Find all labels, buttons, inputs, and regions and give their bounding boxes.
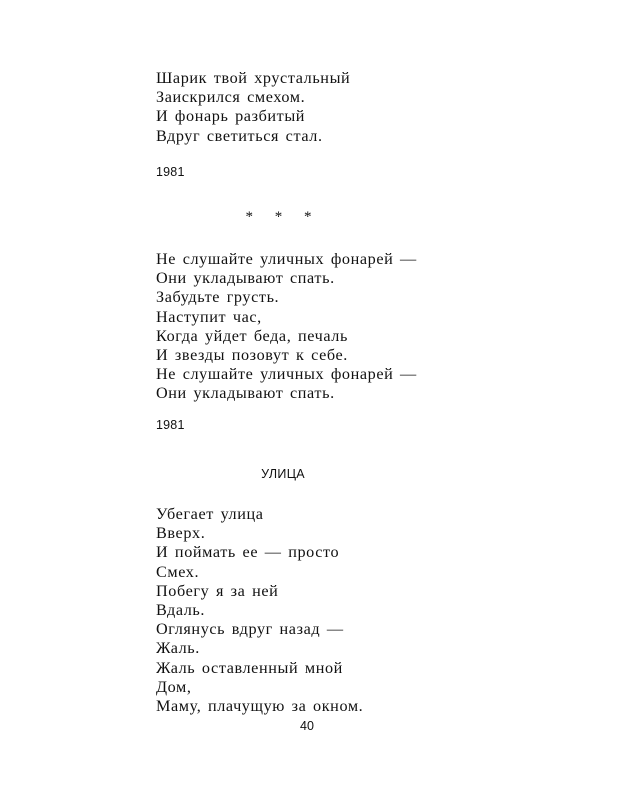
poem-line: Побегу я за ней [156,581,279,600]
poem-2-stanza [156,250,417,404]
poem-3-stanza [156,505,363,716]
poem-line: Маму, плачущую за окном. [156,697,364,716]
poem-line: Когда уйдет беда, печаль [156,326,348,345]
poem-line: Вдруг светиться стал. [156,126,323,145]
poem-line: Наступит час, [156,307,262,326]
poem-line: Оглянусь вдруг назад — [156,620,344,639]
poem-line: Вдаль. [156,601,206,620]
poem-line: Не слушайте уличных фонарей — [156,250,417,268]
poem-line: Не слушайте уличных фонарей — [156,365,417,384]
poem-line: Смех. [156,562,200,581]
poem-line: Дом, [156,677,192,696]
poem-line: И звезды позовут к себе. [156,346,348,365]
poem-1-stanza [156,69,350,146]
page-number: 40 [300,719,314,733]
poem-line: Вверх. [156,524,206,543]
poem-line: И фонарь разбитый [156,107,306,126]
poem-2-year: 1981 [156,418,185,432]
poem-line: Убегает улица [156,505,264,523]
poem-3-title: УЛИЦА [261,467,305,481]
poem-line: И поймать ее — просто [156,543,340,562]
poem-2-title-asterisks: * * * [245,209,321,225]
poem-line: Они укладывают спать. [156,384,335,403]
poem-line: Забудьте грусть. [156,288,280,307]
poem-line: Они укладывают спать. [156,269,335,288]
poem-line: Жаль. [156,639,200,658]
poem-1-year: 1981 [156,165,185,179]
poem-line: Шарик твой хрустальный [156,69,351,87]
poem-line: Заискрился смехом. [156,88,306,107]
poem-line: Жаль оставленный мной [156,658,343,677]
